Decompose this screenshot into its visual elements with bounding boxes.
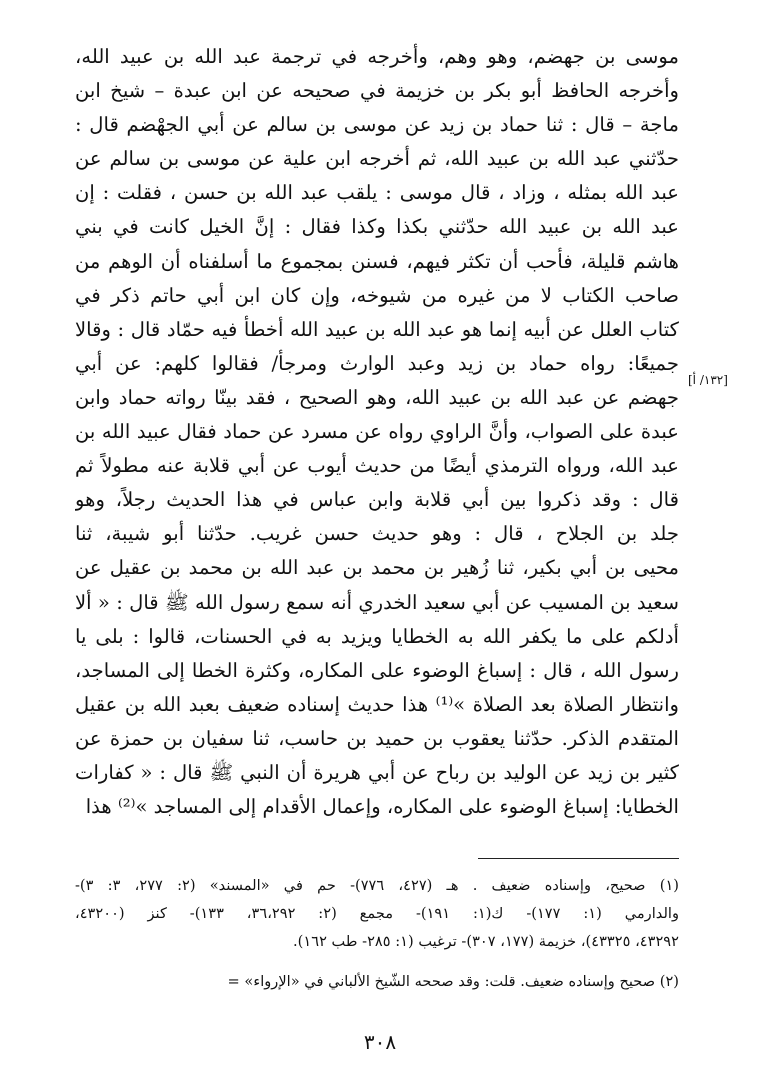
- text-line: حدّثني عبد الله بن عبيد الله، ثم أخرجه ابن علية عن موسى بن سالم عن: [75, 147, 679, 171]
- footnote-gap: [75, 956, 679, 968]
- text-line: الخطايا: إسباغ الوضوء على المكاره، وإعمال الأقدام إلى المساجد »⁽²⁾ هذا: [85, 795, 679, 819]
- footnote-1-line: ٤٣٢٩٢، ٤٣٣٢٥)، خزيمة (١٧٧، ٣٠٧)- ترغيب (١: ٢٨٥- طب ١٦٢).: [293, 933, 679, 950]
- text-line: رسول الله ، قال : إسباغ الوضوء على المكاره، وكثرة الخطا إلى المساجد،: [75, 658, 679, 682]
- footnote-2-line: (٢) صحيح وإسناده ضعيف. قلت: وقد صححه الشّيخ الألباني في «الإرواء» =: [227, 973, 679, 990]
- text-line: عبدة على الصواب، وأنَّ الراوي رواه عن مسرد عن حماد فقال عبيد الله بن: [75, 420, 679, 444]
- text-line: هاشم قليلة، فأحب أن تكثر فيهم، فسنن بمجموع ما أسلفناه أن الوهم من: [75, 249, 679, 273]
- text-line: محيى بن أبي بكير، ثنا زُهير بن محمد بن عبد الله بن محمد بن عقيل عن: [75, 556, 679, 580]
- text-line: وانتظار الصلاة بعد الصلاة »⁽¹⁾ هذا حديث إسناده ضعيف بعبد الله بن عقيل: [75, 692, 679, 716]
- text-line: سعيد بن المسيب عن أبي سعيد الخدري أنه سمع رسول الله ﷺ قال : « ألا: [75, 590, 679, 614]
- text-line: جهضم عن عبد الله بن عبيد الله، وهو الصحيح ، فقد بينّا رواته حماد وابن: [75, 385, 679, 409]
- text-line: جلد بن الجلاح ، قال : وهو حديث حسن غريب. حدّثنا أبو شيبة، ثنا: [75, 522, 679, 546]
- footnote-separator: [478, 858, 679, 859]
- text-line: وأخرجه الحافظ أبو بكر بن خزيمة في صحيحه عن ابن عبدة – شيخ ابن: [75, 79, 679, 103]
- text-line: أدلكم على ما يكفر الله به الخطايا ويزيد به في الحسنات، قالوا : بلى يا: [75, 624, 679, 648]
- margin-folio-reference: [١٣٢/ أ]: [688, 373, 728, 387]
- text-line: المتقدم الذكر. حدّثنا يعقوب بن حميد بن حاسب، ثنا سفيان بن حمزة عن: [75, 726, 679, 750]
- text-line: جميعًا: رواه حماد بن زيد وعبد الوارث ومرجأ/ فقالوا كلهم: عن أبي: [75, 351, 679, 375]
- footnote-1-line: والدارمي (١: ١٧٧)- ك(١: ١٩١)- مجمع (٢: ٣٦،٢٩٢، ١٣٣)- كنز (٤٣٢٠٠،: [75, 905, 679, 922]
- text-line: كثير بن زيد عن الوليد بن رباح عن أبي هريرة أن النبي ﷺ قال : « كفارات: [75, 760, 679, 784]
- text-line: عبد الله بمثله ، وزاد ، قال موسى : يلقب عبد الله بن حسن ، فقلت : إن: [75, 181, 679, 205]
- text-line: ماجة – قال : ثنا حماد بن زيد عن موسى بن سالم عن أبي الجهْضم قال :: [75, 113, 679, 137]
- footnotes: [75, 872, 679, 996]
- text-line: عبد الله، ورواه الترمذي أيضًا من حديث أيوب عن أبي قلابة عنه مطولاً ثم: [75, 454, 679, 478]
- main-text-block: [75, 40, 679, 824]
- footnote-1-line: (١) صحيح، وإسناده ضعيف . هـ (٤٢٧، ٧٧٦)- حم في «المسند» (٢: ٢٧٧، ٣: ٣)-: [75, 877, 679, 894]
- page-number: ٣٠٨: [363, 1030, 397, 1054]
- text-line: عبد الله بن عبيد الله حدّثني بكذا وكذا فقال : إنَّ الخيل كانت في بني: [75, 215, 679, 239]
- text-line: قال : وقد ذكروا بين أبي قلابة وابن عباس في هذا الحديث رجلاً، وهو: [75, 488, 679, 512]
- text-line: كتاب العلل عن أبيه إنما هو عبد الله بن عبيد الله أخطأ فيه حمّاد قال : وقالا: [75, 317, 679, 341]
- text-line: صاحب الكتاب لا من غيره من شيوخه، وإن كان ابن أبي حاتم ذكر في: [75, 283, 679, 307]
- text-line: موسى بن جهضم، وهو وهم، وأخرجه في ترجمة عبد الله بن عبيد الله،: [75, 45, 679, 68]
